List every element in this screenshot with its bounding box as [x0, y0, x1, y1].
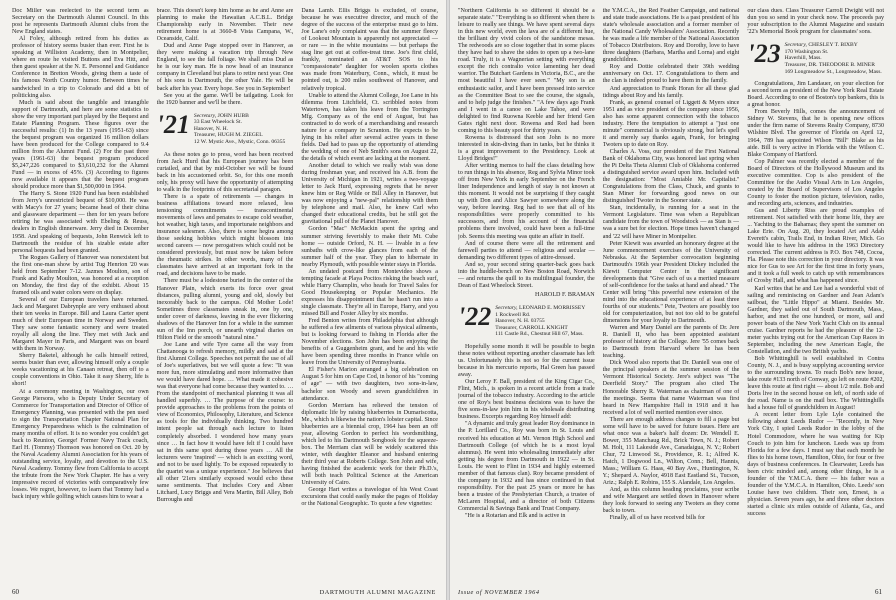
- paragraph: Doc Miller was reelected to the second term as Secretary on the Dartmouth Alumni Council. In this post he represents Dartmouth Alumni clubs from the New England states.: [12, 8, 149, 36]
- paragraph: An undated postcard from Montevideo shows a tempting facade at Playa Pocitos risking the beach surf, while Harry Champlin, who heads for Travel Sales for Good Housekeeping or Popular Mechanics. He expresses his disappointment that he hasn't run into a single classmate. They're all in Europe, Harry, and you missed Bill and Foster Alley by six months.: [301, 268, 439, 318]
- paragraph: And of course there were all the retirement and farewell parties to attend — religious and secular — demanding two different types of attire-dressed.: [458, 240, 595, 261]
- paragraph: Charles A. Voss, our president of the First National Bank of Oklahoma City, was honored last spring when the Pi Delta Theta Alumni Club of Oklahoma conferred a distinguished service award upon him. Included with the designation: "Most Amiable Mr. Capitalist." Congratulations from the Class, Chuck, and grants to Stan Miner for forwarding good news on our distinguished Twoter in the Sooner state.: [602, 148, 740, 205]
- class-header-1922: [458, 301, 595, 338]
- paragraph: El Fisher's Marion arranged a big celebration on August 5 for him on Cape Cod, in honor of his "coming of age" — with two daughters, two sons-in-law, bachelor son Woody and seven grandchildren in attendance.: [301, 367, 439, 402]
- class-header-1923: [747, 39, 884, 75]
- right-page: [448, 0, 896, 600]
- treasurer-address: 169 Longmeadow St., Longmeadow, Mass.: [784, 68, 882, 75]
- paragraph: Much is said about the tangible and intangible support of Dartmouth, and here are some statistics to show the very important part played by the Bequest and Estate Planning Program. These figures over the successful results: (1) In the 13 years (1951-63) since the bequest program was organized 16 million dollars have been produced for the College compared to 9.4 million from the Alumni Fund. (2) For the past three years (1961-63) the bequest program produced $5,247,226 compared to $3,610,232 for the Alumni Fund — in excess of 45%. (3) According to figures now available it appears that the bequest program should produce more than $1,500,000 in 1964.: [12, 99, 149, 191]
- class-officers: [194, 113, 285, 146]
- paragraph: George Hart writes a travelogue of his West Coast excursions that could easily make the pages of Holiday or the National Geographic. To quote a few vignettes:: [301, 487, 439, 508]
- paragraph: Congratulations, Jim Landauer, on your election for a second term as president of the New York Real Estate Board. According to one of Boston's top bankers, this is a great honor.: [747, 81, 885, 109]
- secretary-address-line: Hanover, N. H. 03755: [495, 318, 545, 325]
- paragraph: Bob Whittinghill is well established in Contra County, N. J., and is busy supplying accounting service to the surrounding towns. To reach Bob's new house, take route #133 north of Conway, go left on route #202, leave this route at first right — about 1/2 mile. Bob and Doris live in the second house on left, of north side of the road. Name is on the mail box. The Whittinghills had a house full of grandchildren in August!: [747, 355, 885, 412]
- treasurer-address: 12 W. Mystic Ave., Mystic, Conn. 06355: [193, 139, 286, 146]
- paragraph: Dud and Anne Page stopped over in Hanover, as they were making a vacation trip through New England, to see the fall foliage. We shall miss Dud as he is our key man. He is now head of an insurance company in Cleveland but plans to retire next year. One of his sons is Dartmouth, the other Yale. He will be back after his year. Every hope. See you in September!: [156, 43, 294, 92]
- paragraph: Another detail to which we really wish was done during freshman year, and received his A.B. from the University of Michigan in 1921, writes a two-voyage letter to Jack Hurd, expressing regrets that he never knew him or Reg Wilde or Bill Alley in Hanover, but was now enjoying a "new-pal" relationship with them by telephone and mail. Also, he knew Carl who changed their educational credits, but he still got the gravitational pull of the Planet Hanover.: [301, 163, 439, 226]
- paragraph: There must be a lodestone buried in the center of the Hanover Plain, which exerts its force over great distances, pulling alumni, young and old, slowly but inexorably back to the campus. Old Mother Lode! Sometimes three classmates sneak in, one by one, under cover of darkness, leaving in the ever flickering shadows of the Hanover Inn for a while in the summer sun of the Inn porch, or unearth virginal diaries on Hilton Field or the smooth "natural nine.": [156, 278, 294, 341]
- paragraph: "He is a Rotarian and Elk and is active in: [465, 513, 566, 520]
- class-officers: [785, 42, 882, 75]
- paragraph: A recent letter from Lyle Lyle contained the following about Leeds Rudor — "Recently, in New York City, I spied Leeds Rudor in the lobby of the Hotel Commodore, where he was waiting for Kip Couch to join him for luncheon. Leeds was up from Florida for a few days. I must say that each month he flies to his home town, Hamilton, Ohio, for four or five days of business conferences. In Clearwater, Leeds has been civic minded and, among other things, he is a founder of the Y.M.C.A. there — his father was a founder of the Y.M.C.A. in Hamilton, Ohio. Leeds' son Louise have two children. Their son, Ernest, is a physician. Seven years ago, he and three other doctors started a clinic six miles outside of Atlanta, Ga., and success: [747, 412, 885, 518]
- class-year: '23: [747, 39, 781, 69]
- running-footer: Issue of NOVEMBER 1964: [458, 589, 540, 596]
- paragraph: Gordon "Mac" McMackin spent the spring and summer striving feverishly to make their Mt. Cube home — outside Orford, N. H. — livable in a few sunbaths with crow-like glances from each of the summer half of the year. They plan to hibernate in nearby Plymouth, with possible winter stays in Florida.: [301, 226, 439, 268]
- left-column-1: [12, 8, 149, 578]
- paragraph: See you at the game. We'll be tailgating. Look for the 1920 banner and we'll be there.: [156, 92, 294, 106]
- paragraph: "A dynamic and truly great leader Roy dominance in the P. Lorillard Co., Roy was born in St. Louis and received his education at Mt. Vernon High School and Dartmouth College (of which he is a most loyal alumnus). He went into wholesaling immediately after getting his degree from Dartmouth in 1922 — in St. Louis. He went to Flint in 1934 and highly esteemed member of that famous clan). Roy became president of the company in 1932 and has since continued in that responsibility. For the past 25 years or more he has been a trustee of the Presbyterian Church, a trustee of McLaren Hospital, and a director of both Citizens Commercial & Savings Bank and Trust Company.: [458, 421, 595, 512]
- paragraph: brace. This doesn't keep him home as he and Anne are planning to make the Hawaiian A.C.B.L. Bridge Championship early in November. Their new retirement home is at 3660-8 Vista Campana, W., Oceanside, Calif.: [156, 8, 294, 43]
- paragraph: Our Leroy F. Ball, president of the King Cigar Co., Flint, Mich., is spoken in a recent article from a trade journal of the tobacco industry. According to the article one of Roy's best business decisions was to have the five sons-in-law join him in his wholesale distributing business. Excerpts regarding Roy himself add:: [458, 379, 595, 421]
- treasurer: Treasurer, HUGH M. ZIEGEL: [193, 132, 263, 139]
- paragraph: After writing memos to half the class detailing how to run things in his absence, Reg and Sylvia Minor took off from New York in early September on the French liner Independence and length of stay is not known at this moment. It would not be surprising if they caught up with Don and Alice Sawyer somewhere along the way, before leaving. Reg had to see that all of his responsibilities were properly committed to his successors, and from his account of the financial problems there involved, could have been a full-time job. Seems this meeting was quite an affair in itself.: [458, 163, 595, 240]
- paragraph: Dana Lamb. Ellis Briggs is excluded, of course, because he was executive director, and much of the degree of the success of the enterprise must go to him. Joe Lane's only complaint was that the summer fleecy of Lookout Mountain is apparently not appreciated — or rare — in the white mountains — but perhaps the stag line get out at coffee-treat time. Joe's first child, frankly, nominated an AT&T SOS to his "compassionate" daughter for woolen sports clothes was made from Waterbury, Conn., which, it must be pointed out, is 200 miles southwest of Hanover, and relatively tropical.: [301, 8, 439, 92]
- treasurer: Treasurer, DR. THEODORE B. MINER: [784, 61, 875, 68]
- right-column-3: [747, 8, 884, 578]
- left-column-2: [157, 8, 294, 578]
- paragraph: The Rogues Gallery of Hanover was nonexistent but the first one-man show by artist Tug Henrion '20 was held from September 7-12. Jazmes Moulton, son of Frank and Kathy Moulton, was honored at a reception on Monday, the first day of the exhibit. About 15 framed oils and water colors were on display.: [12, 254, 149, 296]
- secretary-label: Secretary,: [193, 112, 217, 119]
- paragraph: There is a spate of retirements — changes in business affiliations toward more relaxed, less tensioning commitments — transcontinental movements of laws and penates to escape cold weather, hot weather, high taxes, and importunate neighbors and insurance salesmen. Also, there is some hegira among those seeking hobbies which might blossom into second careers — now perogatives which could not be considered previously, but must now be taken before the rheumatic strikes. In other words, many of the classmates have arrived at an important fork in the road, and decisions have to be made.: [156, 193, 294, 278]
- paragraph: At a ceremony meeting in Washington, our own George Piersons, who is Deputy Under Secretary of Commerce for Transportation and Director of Office of Emergency Planning, was presented with the pen used to sign the Transportation Chapter National Plan for Emergency Preparedness which is the culmination of many months of effort. It is no wonder you couldn't get back to Reunion, George! Former Navy Track coach, Earl H. (Tommy) Thomson was honored on Oct. 20 by the Naval Academy Alumni Association for his years of outstanding service, loyalty, and devotion to the U.S. Naval Academy. Tommy flew from California to accept the tribute from the New York Chapter. He has a very impressive record of victories with comparatively few losses. We regret, however, to learn that Tommy had a back injury while golfing which causes him to wear a: [12, 388, 149, 501]
- secretary-name: CHESLEY T. BIXBY: [808, 42, 858, 49]
- paragraph: Cop Palmer was recently elected a member of the Board of Directors of the Hollywood Museum and its executive committee. Cop is also president of the Committee for the Audio Visual Arts in Los Angeles, created by the Board of Supervisors of Los Angeles County to foster the motion picture, television, radio, and recording arts, sciences, and industries.: [747, 158, 885, 207]
- class-year: '22: [458, 301, 492, 331]
- paragraph: As these notes go to press, word has been received from Jack Hurd that his European journey has been curtailed, and that by mid-October we will be found back in his accustomed orbit. So, for this one month only, his proxy will have the opportunity of attempting to walk in the footprints of this secretarial paragon.: [156, 151, 294, 193]
- class-header-1921: [156, 109, 294, 146]
- paragraph: Dick Wood also reports that Dr. Daniell was one of the principal speakers at the summer session of the Vermont Historical Society. Jere's subject was "The Deerfield Story." The program also cited The Honorable Sherry R. Waterman as chairman of one of the meetings. Seems that name Waterman was first heard in New Hampshire Hall in 1918 and it has received a lot of well merited mention ever since.: [602, 360, 740, 416]
- paragraph: the Y.M.C.A., the Red Feather Campaign, and national and state trade associations. He is a past president of his state's wholesale association and a former member of the National Candy Wholesalers' Association. Recently he was made a life member of the National Association of Tobacco Distributors. Roy and Dorothy, love to have three daughters (Barbara, Martha and Lorna) and eight grandchildren.: [602, 8, 740, 64]
- paragraph: Fred Benton writes from Philadelphia that although he suffered a few ailments of various physical ailments, but is looking forward to fishing in Florida after the November elections. Son John has been enjoying the benefits of a Guggenheim grant, and he and his wife have been spending three months in France while on leave from the University of Pennsylvania.: [301, 318, 439, 367]
- paragraph: "Northern California is so different it should be a separate state." "Everything is so different when there is leisure to really see things. We have spent several days in this new world, even the lava are of a different hue, the brilliant dry vivid colors of the sandstone mesas. The redwoods are so close together that in some places they have had to shave the sides to open up a two-lane road. Truly, it is a Wagnerian setting with everything except the rich contralto voice lamenting her dead warrior. The Butchart Gardens in Victoria, B.C., are the most beautiful I have ever seen." "My son is an enthusiastic sailor, and I have been pressed into service as the Committee Boat to see the course, the signals, and to help judge the finishes." "A few days ago Frank and I went in a canoe on Lake Tahoe, and were delighted to find Ruowna Keeble and her friend Gen Gates right next door. Rowena and Red had been coming to this beauty spot for thirty years.: [458, 8, 595, 134]
- secretary-address-line: 170 Washington St.: [784, 48, 829, 55]
- paragraph: Stan, incidentally, is running for a seat in the Vermont Legislature. Time was when a Republican candidate from the town of Woodstock — as Stan is — was a sure bet for election. Hope times haven't changed and '22 will have Miner in Montpelier.: [602, 205, 740, 240]
- paragraph: Warren and Mary Daniel are the parents of Dr. Jere R. Daniell II, who has been appointed assistant professor of history at the College. Jere '55 comes back to Dartmouth from Harvard where he has been teaching.: [602, 325, 740, 360]
- page-number: 61: [875, 588, 882, 596]
- secretary-address-line: Hanover, N. H.: [193, 125, 229, 132]
- left-column-3: [301, 8, 438, 578]
- paragraph: Roy and Dottie celebrated their 39th wedding anniversary on Oct. 17. Congratulations to them and the clan is indeed proud to have them in the family.: [602, 64, 740, 85]
- paragraph: And so, your second string quarter-back goes back into the huddle-bench on New Boston Road, Norwich — and returns the quill to its multilingual founder, the Dean of East Wheelock Street.: [458, 261, 595, 289]
- secretary-label: Secretary,: [495, 304, 518, 311]
- paragraph: Gordon Merriam has relieved the tension of diplomatic life by raising blueberries in Dumariscotta, Me., which is likewise the nation's lobster capital. Since blueberries are a biennial crop, 1964 has been an off year, allowing Gordon to perfect his wordsmithing, which led to his Dartmouth Songbook for the squeeze-box. The Merriam clan will be widely scattered this winter, with daughter Eleanor and husband entering their third year at Roberts College. Son John and wife, having finished the academic work for their Ph.D.'s, will both teach Political Science at the American University of Cairo.: [301, 402, 439, 487]
- class-year: '21: [156, 109, 190, 139]
- page-number: 60: [12, 588, 19, 596]
- paragraph: Unable to attend the Alumni College, Joe Lane in his dilemma from Litchfield, Ct. scribbled notes from Watertown, has taken his leave from the Torrington Mfg. Company as of the end of August, but has contracted to do work of a merchandising and research nature for a company in Scranton. He expects to be lying in his relief after several active years in these fields. Dad had to pass up the opportunity of attending the wedding of one of Neb Smith's sons on August 22, the details of which event are lacking at the moment.: [301, 92, 439, 162]
- paragraph: Karl writes that he and Lee had a wonderful visit of sailing and reminiscing on Gardner and Jean Adam's sailboat, the "Little Hippo" at Miami. Besides Mr. Gardner, they sailed out of South Dartmouth, Mass., harbor, and met the one hundred, or more, sail and power boats of the New York Yacht Club on its annual cruise. Gardner reports he had the pleasure of the 12-meter yachts trying out for the American Cup Races in September, including the new American Eagle, the Constellation, and the two British yachts.: [747, 285, 885, 355]
- paragraph: our class dues. Class Treasurer Carroll Dwight will not dun you so send in your check now. The proceeds pay your subscription to the Alumni Magazine and sustain '22's Memorial Book program for classmates' sons.: [747, 8, 885, 36]
- paragraph: Frank, as general counsel of Liggett & Myers since 1951 and as vice president of the company since 1956, also has some apparent connection with the tobacco industry. Here the temptation to attempt a "just one minute" commercial is obviously strong, but let's spell it and merely say thanks again, Frank, for bringing Twoters up to date on Roy.: [602, 99, 740, 148]
- paragraph: And appreciation to Frank Horan for all these glad tidings about Roy and his family.: [602, 85, 740, 99]
- treasurer: Treasurer, CARROLL KNIGHT: [495, 324, 568, 331]
- secretary-name: JOHN HUBB: [217, 112, 249, 119]
- treasurer-address: 111 Castle Rd., Chestnut Hill 67, Mass.: [495, 331, 584, 338]
- right-column-1: [458, 8, 595, 578]
- paragraph: Several of our European travelers have returned. Jack and Margaret Dabrynple are very enthused about their ten weeks in Europe. Bill and Laura Carter spent much of their European time in Norway and Sweden. They saw some fantastic scenery and were treated royally all along the line. They met with Jack and Margaret Mayer in Paris, and Margaret was on board with them in Norway.: [12, 296, 149, 353]
- secretary-address-line: 33 East Wheelock St.: [193, 119, 242, 126]
- paragraph: From Beverly Hills, comes the announcement of Sidney W. Stevens, that he is opening new offices under the firm name of Stevens Realty Company, 8730 Wilshire Blvd. The governor of Florida on April 12, 1964, 789 has appointed Wilson "Bill" Blake as his aide. Bill is very active in Florida with the Wilson C. Blake Company of Hartford.: [747, 109, 885, 158]
- paragraph: Rowena is distressed that son John is no more interested in skin-diving than in tanks, but he thinks it is a great improvement to the Presidency. Look at Lloyd Bridges!": [458, 134, 595, 162]
- paragraph: There are enough address changes to fill a page but some will have to be saved for future issues. Here are what once was a baker's half dozen: Dr. Wendell E. Bower, 355 Manchaug Rd., Brick Town, N. J.; Robert M. Holt, 111 Lakeside Ave., Canadaigua, N. Y.; Robert Chur, 72 Linwood St., Providence, R. I.; Alfred K. Hatch, 1 Dogwood Ln., Wilton, Conn.; Bell, Hannis, Mass.; William G. Haas, 40 Bay Ave., Huntington, N. Y.; Shepard A. Naylor, 4918 East Eastland St., Tucson, Ariz.; Ralph E. Robins, 155 S. Alandale, Los Angeles.: [602, 416, 740, 487]
- class-officers: [495, 305, 585, 338]
- running-footer: DARTMOUTH ALUMNI MAGAZINE: [319, 589, 436, 596]
- paragraph: Peter Kiewit was awarded an honorary degree at the June commencement exercises of the University of Nebraska. At the September convocation beginning Dartmouth's 196th year President Dickey included the Kiewit Computer Center in the significant developments that "Give each of us a merited measure of self-confidence for the tasks at hand and ahead." The Center will bring "this powerful new extension of the mind into the educational experience of at least three fourths of our students." Pete, Twoters are possibly too old for computerization, but not too old to be grateful dimensions for your loyalty to Dartmouth.: [602, 240, 740, 325]
- paragraph: Hopefully some month it will be possible to begin these notes without reporting another classmate has left us. Unfortunately this is not so for the current issue because in his mercurio reports, Hal Green has passed away.: [458, 343, 595, 379]
- paragraph: Gus and Liberty Riss are proud examples of retirement. Not satisfied with their home life, they are ... Yachting to the Bahamas; they spent the summer on Lake Erie. On Aug. 20, they located Art and Adah Everett's cabin, Trails End, in Indian River, Mich. Go would like to have his address in the 1963 Directory corrected. The current address is P.O. Box 748, Cocoa, Fla. Please note this correction in your directory. It was nice for Gus to see Art for the first time in forty years, and it took a full week to catch up with remembrances of Crosby Hall, and what has happened since.: [747, 208, 885, 285]
- secretary-name: LEONARD E. MORRISSEY: [518, 304, 586, 311]
- paragraph: Al Foley, although retired from his duties as professor of history seems busier than ever. First he is speaking at Williston Academy, then in Montpelier, where en route he visited Buttons and Eva Hitt, and then guest speaker at the N. E. Personnel and Guidance Conference in Bretton Woods, giving them a taste of his famous North Country humor. Between times he sandwiched in a trip to Colorado and did a bit of politicking also.: [12, 36, 149, 99]
- right-column-2: [603, 8, 740, 578]
- paragraph: Sherry Baketel, although he calls himself retired, seems busier than ever, allowing himself only a couple weeks vacationing at his Canaan retreat, then off to a couple conventions in Ohio. Take it easy Sherry, life is short!: [12, 353, 149, 388]
- paragraph: And, as this column heading proclaims, your scribe and wife Margaret are settled down in Hanover where they look forward to seeing any Twoters as they come back to town.: [602, 487, 740, 515]
- secretary-address-line: Haverhill, Mass.: [784, 55, 822, 62]
- paragraph: Finally, all of us have received bills for: [609, 515, 706, 522]
- secretary-address-line: 1 Rockwell Rd.: [495, 311, 531, 318]
- page-gutter: [446, 0, 450, 600]
- paragraph: The Harry S. Stone 1920 Fund has been established from Jerry's unrestricted bequest of $10,000. He was with Macy's for 27 years; became head of their china and glassware department — then for ten years before retiring he was associated with Ebeling & Reuss, dealers in English dinnerware. Jerry died in December 1958. And speaking of bequests, John Renwick left to Dartmouth the residue of his sizable estate after personal bequests had been granted.: [12, 191, 149, 254]
- column-signature: HAROLD F. BRAMAN: [535, 291, 595, 298]
- secretary-label: Secretary,: [784, 42, 807, 49]
- paragraph: Joe Lane and wife Tyre came all the way from Chattanooga to refresh memory, mildly and said at the first Alumni College. Speeches not permit the use of all of Joe's superlatives, but we will quote a few: "It was more fun, more stimulating and more informative than we would have dared hope. … What made it cohesive was that everyone had come because they wanted to. … From the standpoint of mechanical planning it was all handled superbly. … The purpose of the course: to provide approaches to the problems from the points of view of Economics, Philosophy, Literature, and Science as tools for the individually thinking. Two hundred intent people sat through each lecture to listen completely absorbed. I wondered how many years since … In fact how it would have felt if I could have sat in this same spot during those years … All the lecturers were 'inspired' — which is an exciting word, and not to be used lightly. To be exposed repeatedly to the quartet was a unique experience." Joe believes that all other '21ers similarly exposed would echo these same sentiments. That includes Cory and Abner Litchard, Lucy Briggs and Vera Martin, Bill Alley, Bob Burroughs and: [156, 341, 294, 503]
